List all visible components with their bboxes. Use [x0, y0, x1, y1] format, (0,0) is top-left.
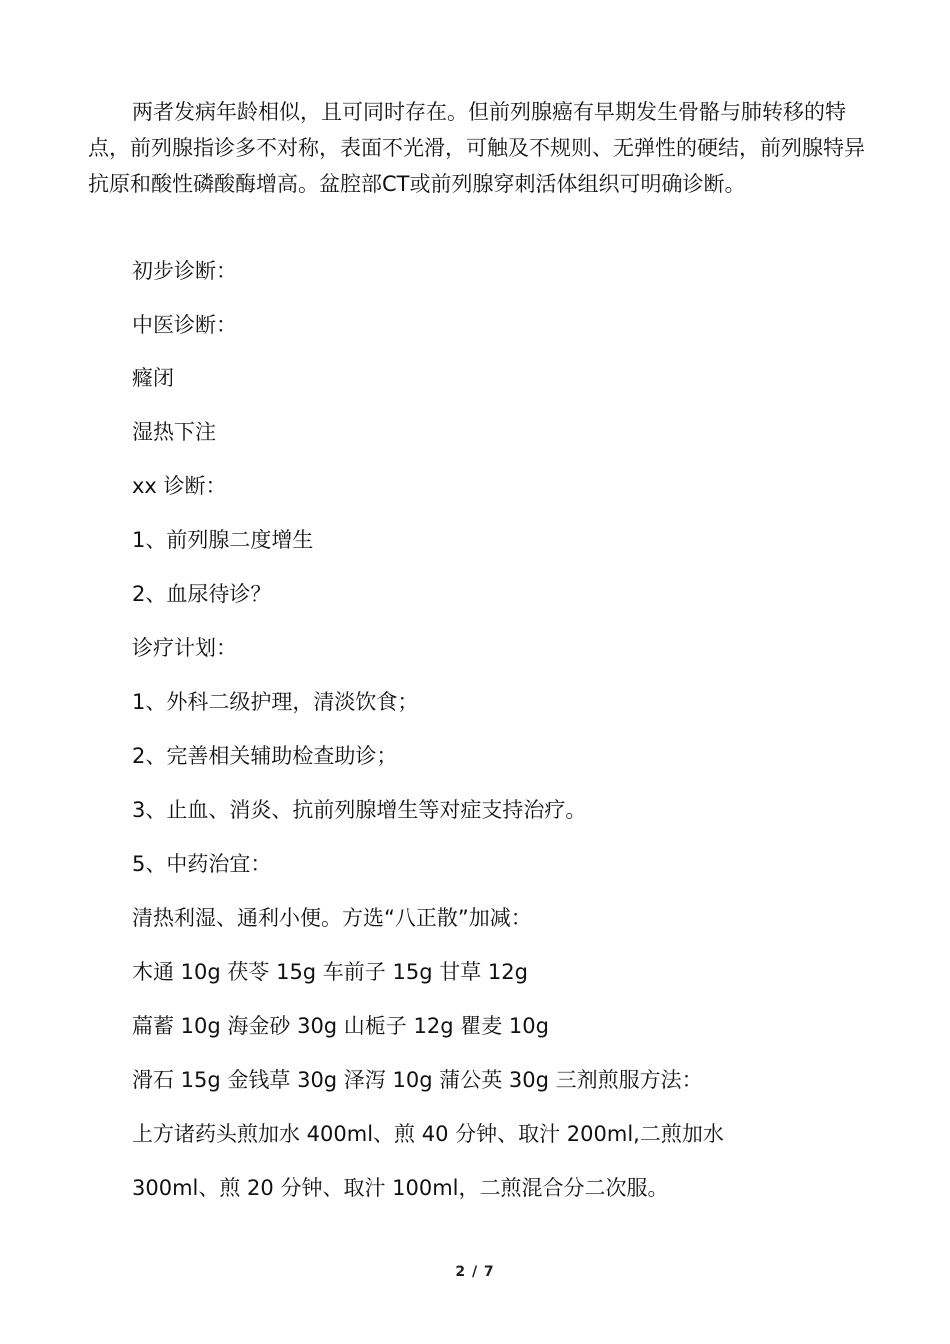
prescription-line-1: 木通 10g 茯苓 15g 车前子 15g 甘草 12g — [132, 960, 528, 984]
heading-preliminary-diagnosis: 初步诊断： — [132, 259, 237, 283]
page-indicator: 2 / 7 — [455, 1264, 495, 1280]
decoction-method-line-1: 上方诸药头煎加水 400ml、煎 40 分钟、取汁 200ml,二煎加水 — [132, 1122, 724, 1146]
treatment-item-5: 5、中药治宜： — [132, 852, 272, 876]
treatment-item-1: 1、外科二级护理，清淡饮食； — [132, 690, 419, 714]
tcm-diagnosis-disease: 癃闭 — [132, 366, 174, 390]
treatment-item-3: 3、止血、消炎、抗前列腺增生等对症支持治疗。 — [132, 798, 587, 822]
heading-treatment-plan: 诊疗计划： — [132, 636, 237, 660]
treatment-principle: 清热利湿、通利小便。方选“八正散”加减： — [132, 906, 532, 930]
treatment-item-2: 2、完善相关辅助检查助诊； — [132, 744, 398, 768]
intro-paragraph: 两者发病年龄相似，且可同时存在。但前列腺癌有早期发生骨骼与肺转移的特点，前列腺指诊多不对称，表面不光滑，可触及不规则、无弹性的硬结，前列腺特异抗原和酸性磷酸酶增高。盆腔部CT或前列腺穿刺活体组织可明确诊断。 — [88, 100, 865, 196]
diagnosis-item-2: 2、血尿待诊？ — [132, 582, 272, 606]
prescription-line-3: 滑石 15g 金钱草 30g 泽泻 10g 蒲公英 30g 三剂煎服方法： — [132, 1068, 703, 1092]
decoction-method-line-2: 300ml、煎 20 分钟、取汁 100ml，二煎混合分二次服。 — [132, 1176, 669, 1200]
heading-xx-diagnosis: xx 诊断： — [132, 474, 227, 498]
tcm-diagnosis-syndrome: 湿热下注 — [132, 420, 216, 444]
diagnosis-item-1: 1、前列腺二度增生 — [132, 528, 314, 552]
heading-tcm-diagnosis: 中医诊断： — [132, 313, 237, 337]
prescription-line-2: 萹蓄 10g 海金砂 30g 山栀子 12g 瞿麦 10g — [132, 1014, 549, 1038]
